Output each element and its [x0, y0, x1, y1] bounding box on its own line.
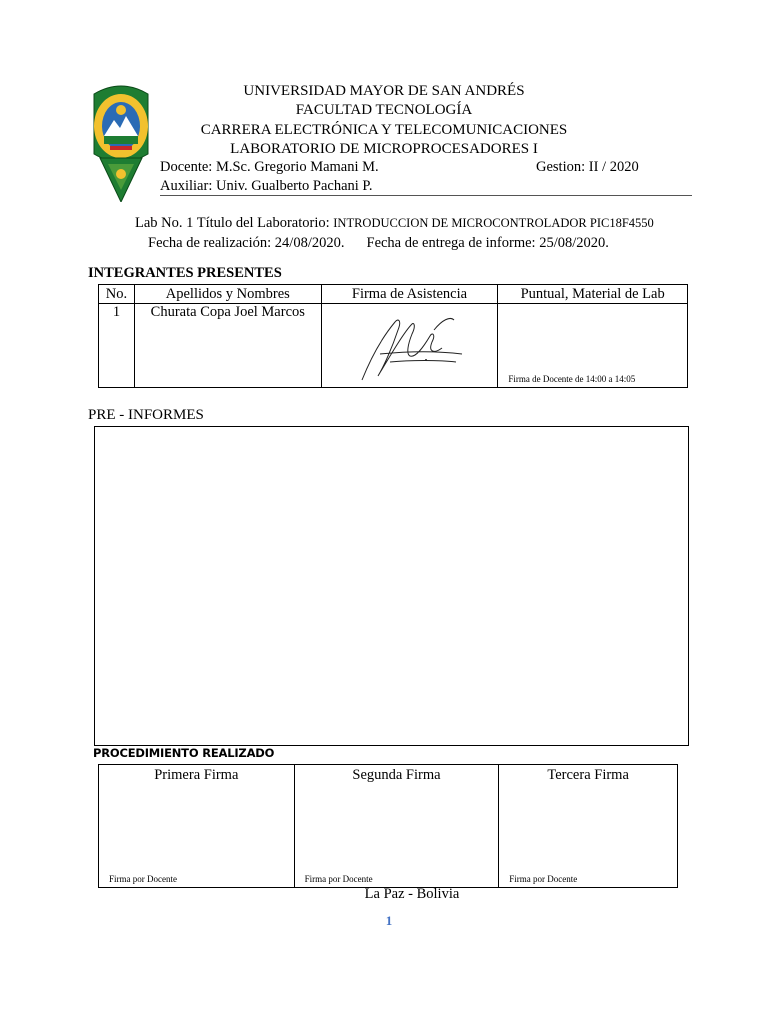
header-no: No. [99, 285, 135, 304]
career-name: CARRERA ELECTRÓNICA Y TELECOMUNICACIONES [200, 122, 568, 138]
row-nombre: Churata Copa Joel Marcos [134, 304, 321, 388]
header-firma: Firma de Asistencia [321, 285, 498, 304]
gestion-text: Gestion: II / 2020 [536, 159, 639, 175]
pre-informes-box [94, 426, 689, 746]
auxiliar-text: Auxiliar: Univ. Gualberto Pachani P. [160, 178, 373, 194]
university-name: UNIVERSIDAD MAYOR DE SAN ANDRÉS [243, 83, 525, 99]
integrantes-title: INTEGRANTES PRESENTES [88, 265, 282, 281]
fecha-entrega: Fecha de entrega de informe: 25/08/2020. [366, 235, 609, 251]
primera-firma-label: Primera Firma [154, 767, 239, 783]
pre-informes-title: PRE - INFORMES [88, 407, 204, 423]
firmas-table [98, 764, 678, 888]
row-no: 1 [99, 304, 135, 388]
firma-docente-note: Firma de Docente de 14:00 a 14:05 [508, 374, 636, 384]
docente-text: Docente: M.Sc. Gregorio Mamani M. [160, 159, 379, 175]
page-number: 1 [385, 913, 393, 928]
handwritten-signature [350, 310, 470, 386]
segunda-firma-label: Segunda Firma [352, 767, 441, 783]
segunda-firma-cell [294, 765, 499, 888]
signature-cell [321, 304, 498, 388]
tercera-firma-label: Tercera Firma [547, 767, 629, 783]
primera-firma-cell [99, 765, 295, 888]
procedimiento-title: PROCEDIMIENTO REALIZADO [93, 746, 275, 760]
footer-city: La Paz - Bolivia [364, 886, 460, 902]
laboratory-name: LABORATORIO DE MICROPROCESADORES I [230, 141, 538, 157]
puntual-cell [498, 304, 688, 388]
lab-number-label: Lab No. 1 Título del Laboratorio: [135, 215, 334, 231]
table-header-row [99, 285, 688, 304]
firmas-row [99, 765, 678, 888]
lab-title: INTRODUCCION DE MICROCONTROLADOR PIC18F4550 [333, 216, 654, 230]
tercera-firma-cell [499, 765, 678, 888]
lab-title-line [135, 215, 654, 232]
firma-docente-note: Firma por Docente [304, 874, 373, 884]
firma-docente-note: Firma por Docente [509, 874, 578, 884]
integrantes-table [98, 284, 688, 388]
fecha-realizacion: Fecha de realización: 24/08/2020. [148, 235, 345, 251]
header-divider [160, 195, 692, 196]
table-row [99, 304, 688, 388]
header-puntual: Puntual, Material de Lab [498, 285, 688, 304]
faculty-name: FACULTAD TECNOLOGÍA [295, 102, 473, 118]
dates-line [148, 235, 609, 252]
firma-docente-note: Firma por Docente [109, 874, 177, 884]
header-nombres: Apellidos y Nombres [134, 285, 321, 304]
